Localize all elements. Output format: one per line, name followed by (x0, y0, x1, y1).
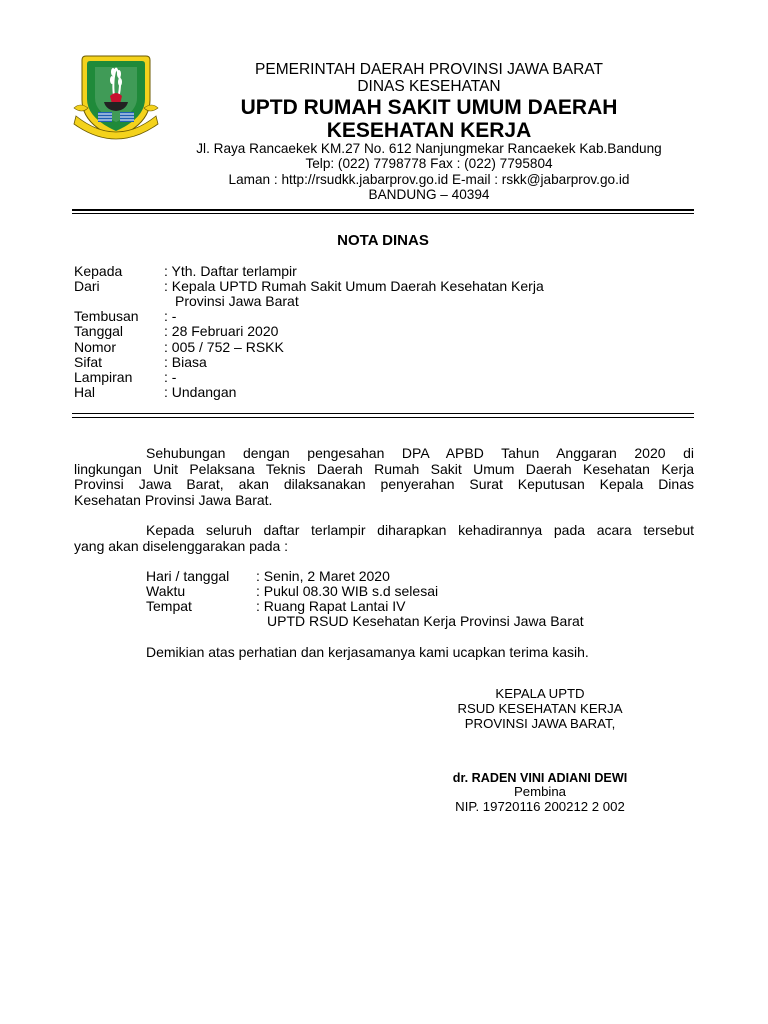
signature-position-line-2: RSUD KESEHATAN KERJA (457, 701, 623, 716)
meta-divider-top (72, 413, 694, 414)
nomor-label: Nomor (74, 339, 117, 355)
city-postcode: BANDUNG – 40394 (368, 187, 490, 202)
header-divider-thick (72, 209, 694, 211)
paragraph-line: Kepada seluruh daftar terlampir diharapkan kehadirannya pada acara tersebut (146, 522, 694, 538)
kepada-value: : Yth. Daftar terlampir (164, 263, 297, 279)
phone-fax: Telp: (022) 7798778 Fax : (022) 7795804 (305, 156, 553, 171)
nomor-value: : 005 / 752 – RSKK (164, 339, 284, 355)
signature-position-line-1: KEPALA UPTD (495, 686, 585, 701)
lampiran-label: Lampiran (74, 369, 133, 385)
meta-divider-bottom (72, 417, 694, 418)
signature-position-line-3: PROVINSI JAWA BARAT, (464, 716, 616, 731)
signatory-nip: NIP. 19720116 200212 2 002 (455, 799, 625, 814)
hal-label: Hal (74, 384, 96, 400)
hospital-name-line-2: KESEHATAN KERJA (326, 119, 532, 142)
closing-sentence: Demikian atas perhatian dan kerjasamanya kami ucapkan terima kasih. (146, 644, 589, 660)
sifat-label: Sifat (74, 354, 103, 370)
government-name: PEMERINTAH DAERAH PROVINSI JAWA BARAT (255, 61, 603, 78)
tembusan-value: : - (164, 308, 177, 324)
sifat-value: : Biasa (164, 354, 207, 370)
hari-tanggal-label: Hari / tanggal (146, 568, 230, 584)
header-divider-thin (72, 213, 694, 214)
paragraph-opening (74, 446, 694, 508)
hal-value: : Undangan (164, 384, 237, 400)
paragraph-line: Sehubungan dengan pengesahan DPA APBD Tahun Anggaran 2020 di (146, 445, 694, 461)
tempat-value-line-2: UPTD RSUD Kesehatan Kerja Provinsi Jawa Barat (267, 613, 584, 629)
paragraph-invitation (74, 523, 694, 554)
hospital-name-line-1: UPTD RUMAH SAKIT UMUM DAERAH (240, 96, 618, 119)
dari-label: Dari (74, 278, 100, 294)
tempat-label: Tempat (146, 598, 192, 614)
department-name: DINAS KESEHATAN (357, 78, 501, 95)
dari-value-line-2: Provinsi Jawa Barat (175, 293, 299, 309)
document-title: NOTA DINAS (337, 232, 429, 249)
tanggal-value: : 28 Februari 2020 (164, 323, 279, 339)
hari-tanggal-value: : Senin, 2 Maret 2020 (256, 568, 390, 584)
signatory-name: dr. RADEN VINI ADIANI DEWI (452, 771, 628, 785)
tanggal-label: Tanggal (74, 323, 124, 339)
lampiran-value: : - (164, 369, 177, 385)
kepada-label: Kepada (74, 263, 123, 279)
waktu-value: : Pukul 08.30 WIB s.d selesai (256, 583, 439, 599)
waktu-label: Waktu (146, 583, 186, 599)
address: Jl. Raya Rancaekek KM.27 No. 612 Nanjungmekar Rancaekek Kab.Bandung (196, 141, 662, 156)
dari-value: : Kepala UPTD Rumah Sakit Umum Daerah Kesehatan Kerja (164, 278, 544, 294)
paragraph-line: Provinsi Jawa Barat, akan dilaksanakan penyerahan Surat Keputusan Kepala Dinas (74, 476, 694, 493)
paragraph-line: Kesehatan Provinsi Jawa Barat. (74, 491, 273, 508)
website-email: Laman : http://rsudkk.jabarprov.go.id E-mail : rskk@jabarprov.go.id (228, 172, 630, 187)
paragraph-line: lingkungan Unit Pelaksana Teknis Daerah Rumah Sakit Umum Daerah Kesehatan Kerja (74, 460, 694, 477)
tembusan-label: Tembusan (74, 308, 139, 324)
tempat-value: : Ruang Rapat Lantai IV (256, 598, 406, 614)
paragraph-line: yang akan diselenggarakan pada : (74, 537, 289, 554)
west-java-coat-of-arms-icon (70, 50, 162, 144)
signatory-rank: Pembina (513, 784, 567, 799)
